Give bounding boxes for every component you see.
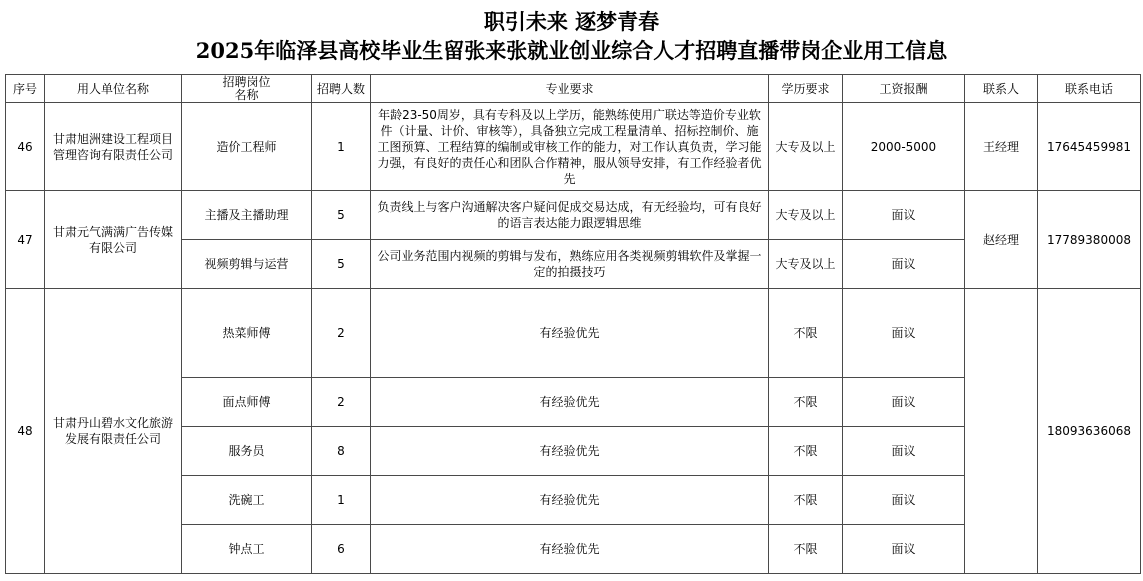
header-phone: 联系电话 (1038, 75, 1141, 103)
cell-position: 造价工程师 (182, 103, 312, 191)
cell-salary: 面议 (843, 289, 965, 378)
cell-requirement: 有经验优先 (371, 378, 769, 427)
cell-position: 主播及主播助理 (182, 191, 312, 240)
cell-position: 服务员 (182, 427, 312, 476)
cell-salary: 面议 (843, 476, 965, 525)
header-education: 学历要求 (769, 75, 843, 103)
header-position-line2: 名称 (234, 87, 259, 102)
title-sub: 2025年临泽县高校毕业生留张来张就业创业综合人才招聘直播带岗企业用工信息 (195, 38, 948, 63)
header-salary: 工资报酬 (843, 75, 965, 103)
cell-salary: 面议 (843, 427, 965, 476)
header-position (182, 75, 312, 103)
cell-position: 视频剪辑与运营 (182, 240, 312, 289)
cell-education: 不限 (769, 378, 843, 427)
cell-phone: 18093636068 (1038, 289, 1141, 574)
header-count: 招聘人数 (312, 75, 371, 103)
cell-position: 洗碗工 (182, 476, 312, 525)
cell-requirement: 有经验优先 (371, 476, 769, 525)
cell-count: 6 (312, 525, 371, 574)
cell-company: 甘肃元气满满广告传媒有限公司 (45, 191, 182, 289)
cell-requirement: 有经验优先 (371, 427, 769, 476)
cell-salary: 面议 (843, 378, 965, 427)
table-row (6, 103, 1141, 191)
cell-education: 不限 (769, 476, 843, 525)
cell-no: 47 (6, 191, 45, 289)
cell-salary: 面议 (843, 525, 965, 574)
cell-count: 2 (312, 378, 371, 427)
header-company: 用人单位名称 (45, 75, 182, 103)
cell-education: 大专及以上 (769, 240, 843, 289)
cell-no: 46 (6, 103, 45, 191)
cell-requirement: 有经验优先 (371, 525, 769, 574)
header-position-line1: 招聘岗位 (222, 74, 271, 89)
cell-count: 1 (312, 103, 371, 191)
cell-position: 面点师傅 (182, 378, 312, 427)
cell-requirement: 年龄23-50周岁，具有专科及以上学历，能熟练使用广联达等造价专业软件（计量、计价、审核等），具备独立完成工程量清单、招标控制价、施工图预算、工程结算的编制或审核工作的能力，对工作认真负责，学习能力强，有良好的责任心和团队合作精神，服从领导安排，有工作经验者优先 (371, 103, 769, 191)
cell-position: 钟点工 (182, 525, 312, 574)
cell-requirement: 有经验优先 (371, 289, 769, 378)
cell-contact: 王经理 (965, 103, 1038, 191)
header-row (6, 75, 1141, 103)
table-row (6, 289, 1141, 378)
header-requirement: 专业要求 (371, 75, 769, 103)
recruitment-table (5, 74, 1141, 574)
cell-phone: 17645459981 (1038, 103, 1141, 191)
table-row (6, 191, 1141, 240)
cell-count: 2 (312, 289, 371, 378)
cell-company: 甘肃旭洲建设工程项目管理咨询有限责任公司 (45, 103, 182, 191)
cell-education: 不限 (769, 525, 843, 574)
cell-requirement: 负责线上与客户沟通解决客户疑问促成交易达成，有无经验均，可有良好的语言表达能力跟逻辑思维 (371, 191, 769, 240)
cell-phone: 17789380008 (1038, 191, 1141, 289)
cell-count: 8 (312, 427, 371, 476)
cell-count: 5 (312, 240, 371, 289)
cell-count: 1 (312, 476, 371, 525)
cell-requirement: 公司业务范围内视频的剪辑与发布，熟练应用各类视频剪辑软件及掌握一定的拍摄技巧 (371, 240, 769, 289)
cell-count: 5 (312, 191, 371, 240)
title-main: 职引未来 逐梦青春 (483, 9, 660, 34)
cell-company: 甘肃丹山碧水文化旅游发展有限责任公司 (45, 289, 182, 574)
cell-contact (965, 289, 1038, 574)
header-no: 序号 (6, 75, 45, 103)
cell-salary: 2000-5000 (843, 103, 965, 191)
cell-salary: 面议 (843, 240, 965, 289)
cell-education: 不限 (769, 289, 843, 378)
cell-education: 大专及以上 (769, 191, 843, 240)
cell-education: 不限 (769, 427, 843, 476)
cell-no: 48 (6, 289, 45, 574)
cell-education: 大专及以上 (769, 103, 843, 191)
cell-position: 热菜师傅 (182, 289, 312, 378)
cell-salary: 面议 (843, 191, 965, 240)
header-contact: 联系人 (965, 75, 1038, 103)
cell-contact: 赵经理 (965, 191, 1038, 289)
